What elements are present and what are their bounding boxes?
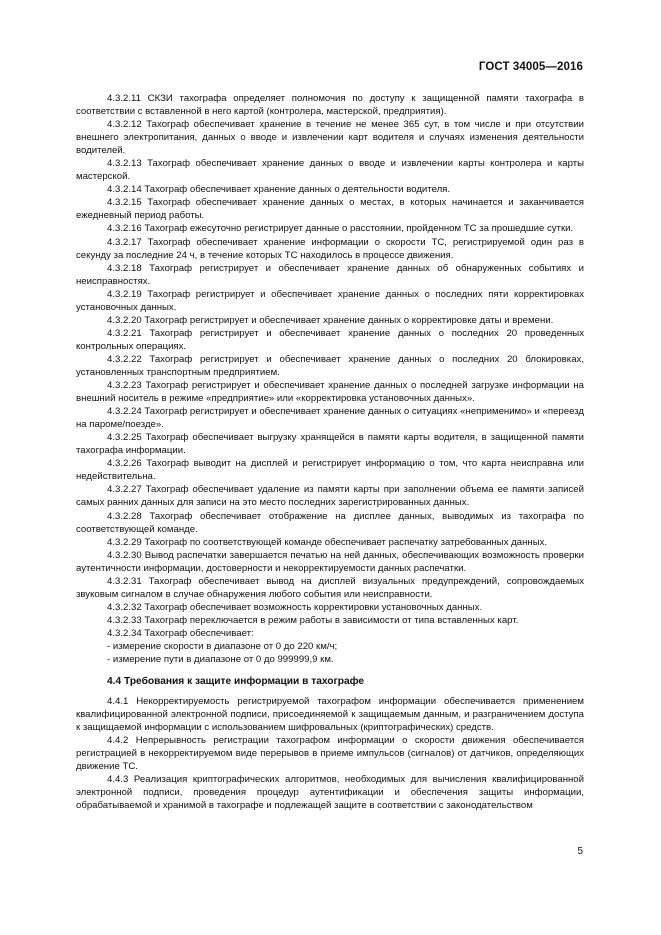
paragraph-group-a: [76, 92, 584, 666]
paragraph: 4.3.2.34 Тахограф обеспечивает:: [107, 627, 254, 639]
paragraph: 4.3.2.19 Тахограф регистрирует и обеспечивает хранение данных о последних пяти корректировках установочных данных.: [76, 288, 584, 313]
paragraph: 4.3.2.13 Тахограф обеспечивает хранение данных о вводе и извлечении карты контролера и карты мастерской.: [76, 158, 584, 183]
document-body: [76, 92, 584, 813]
paragraph: 4.4.1 Некорректируемость регистрируемой тахографом информации обеспечивается применением квалифицированной электронной подписи, присоединяемой к защищаемым данным, и разграничением доступа к защищаемой информации с использованием шифровальных (криптографических) средств.: [76, 696, 584, 734]
paragraph: 4.3.2.28 Тахограф обеспечивает отображение на дисплее данных, выводимых из тахографа по соответствующей команде.: [76, 510, 584, 535]
paragraph-group-b: [76, 695, 584, 812]
paragraph: 4.3.2.24 Тахограф регистрирует и обеспечивает хранение данных о ситуациях «неприменимо» и «переезд на пароме/поезде».: [76, 406, 584, 431]
paragraph: 4.3.2.26 Тахограф выводит на дисплей и регистрирует информацию о том, что карта неисправна или недействительна.: [76, 458, 584, 483]
paragraph: 4.3.2.14 Тахограф обеспечивает хранение данных о деятельности водителя.: [107, 184, 451, 196]
paragraph: 4.3.2.30 Вывод распечатки завершается печатью на ней данных, обеспечивающих возможность проверки аутентичности информации, достоверности и некорректируемости данных распечатки.: [76, 549, 584, 574]
document-header: ГОСТ 34005—2016: [478, 61, 583, 73]
paragraph: 4.3.2.17 Тахограф обеспечивает хранение информации о скорости ТС, регистрируемой один раз в секунду за последние 24 ч, в течение которых ТС находилось в процессе движения.: [76, 236, 584, 261]
paragraph: 4.3.2.23 Тахограф регистрирует и обеспечивает хранение данных о последней загрузке информации на внешний носитель в режиме «предприятие» или «корректировка установочных данных».: [76, 380, 584, 405]
paragraph: 4.3.2.29 Тахограф по соответствующей команде обеспечивает распечатку затребованных данных.: [107, 536, 548, 548]
paragraph: 4.3.2.27 Тахограф обеспечивает удаление из памяти карты при заполнении объема ее памяти записей самых ранних данных для записи на это место последних зарегистрированных данных.: [76, 484, 584, 509]
paragraph: 4.3.2.21 Тахограф регистрирует и обеспечивает хранение данных о последних 20 проведенных контрольных операциях.: [76, 327, 584, 352]
paragraph: 4.3.2.18 Тахограф регистрирует и обеспечивает хранение данных об обнаруженных событиях и неисправностях.: [76, 262, 584, 287]
page-number: 5: [577, 846, 583, 857]
paragraph: 4.3.2.12 Тахограф обеспечивает хранение в течение не менее 365 сут, в том числе и при отсутствии внешнего электропитания, данных о вводе и извлечении карт водителя и случаях изменения деятельности водителей.: [76, 119, 584, 157]
section-title: 4.4 Требования к защите информации в тахографе: [107, 676, 365, 688]
paragraph: - измерение скорости в диапазоне от 0 до 220 км/ч;: [107, 640, 338, 652]
paragraph: 4.3.2.16 Тахограф ежесуточно регистрирует данные о расстоянии, пройденном ТС за прошедшие сутки.: [107, 223, 574, 235]
paragraph: 4.3.2.11 СКЗИ тахографа определяет полномочия по доступу к защищенной памяти тахографа в соответствии с вставленной в него картой (контролера, мастерской, предприятия).: [76, 93, 584, 118]
paragraph: - измерение пути в диапазоне от 0 до 999999,9 км.: [107, 654, 334, 666]
paragraph: 4.3.2.20 Тахограф регистрирует и обеспечивает хранение данных о корректировке даты и времени.: [107, 314, 554, 326]
paragraph: 4.4.3 Реализация криптографических алгоритмов, необходимых для вычисления квалифицированной электронной подписи, проведения процедур аутентификации и обеспечения защиты информации, обрабатываемой и хранимой в тахографе и подлежащей защите в соответствии с законодательством: [76, 774, 584, 812]
paragraph: 4.3.2.33 Тахограф переключается в режим работы в зависимости от типа вставленных карт.: [107, 614, 519, 626]
paragraph: 4.4.2 Непрерывность регистрации тахографом информации о скорости движения обеспечивается регистрацией в некорректируемом виде перерывов в приеме импульсов (сигналов) от датчиков, определяющих движение ТС.: [76, 735, 584, 773]
paragraph: 4.3.2.22 Тахограф регистрирует и обеспечивает хранение данных о последних 20 блокировках, установленных транспортным предприятием.: [76, 353, 584, 378]
paragraph: 4.3.2.15 Тахограф обеспечивает хранение данных о местах, в которых начинается и заканчивается ежедневный период работы.: [76, 197, 584, 222]
paragraph: 4.3.2.25 Тахограф обеспечивает выгрузку хранящейся в памяти карты водителя, в защищенной памяти тахографа информации.: [76, 432, 584, 457]
paragraph: 4.3.2.32 Тахограф обеспечивает возможность корректировки установочных данных.: [107, 601, 483, 613]
paragraph: 4.3.2.31 Тахограф обеспечивает вывод на дисплей визуальных предупреждений, сопровождаемых звуковым сигналом в случае обнаружения любого события или неисправности.: [76, 575, 584, 600]
